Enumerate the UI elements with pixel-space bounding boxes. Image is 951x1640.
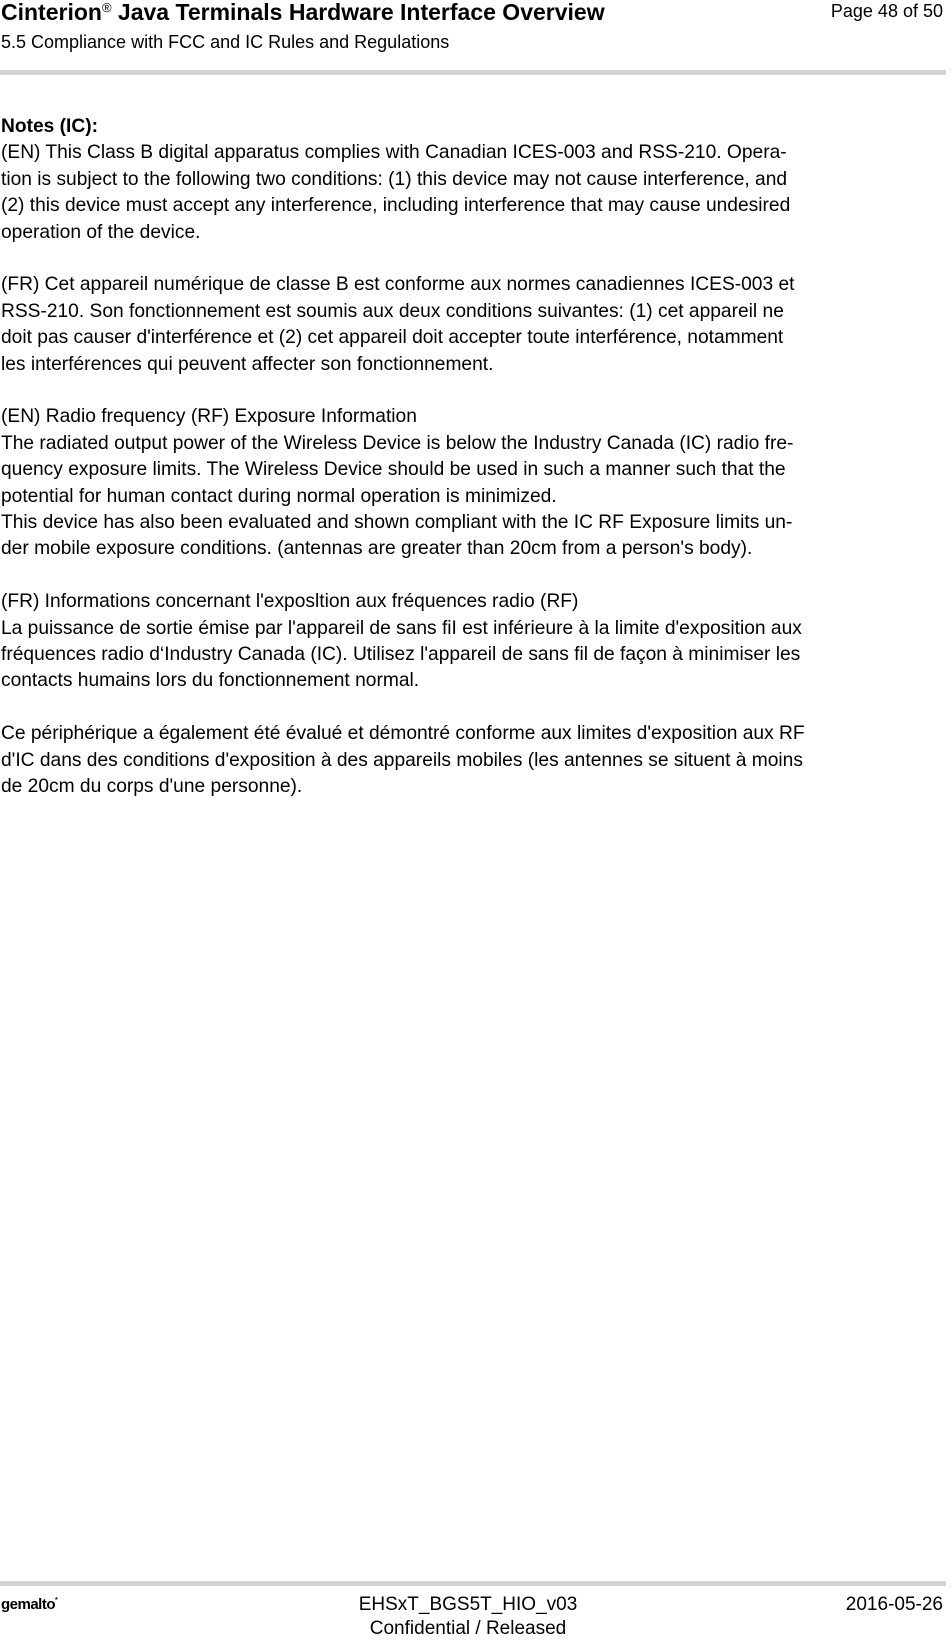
page-number: Page 48 of 50 (830, 1, 943, 21)
text-line: potential for human contact during normal operation is minimized. (1, 485, 557, 507)
english-rf-exposure-paragraph (1, 404, 946, 562)
document-title-brand: Cinterion (1, 0, 102, 25)
registered-mark: ® (101, 0, 112, 15)
section-title: 5.5 Compliance with FCC and IC Rules and Regulations (1, 32, 450, 52)
text-line: The radiated output power of the Wireless Device is below the Industry Canada (IC) radio fre- (1, 432, 794, 454)
text-line: fréquences radio d‘Industry Canada (IC). Utilisez l'appareil de sans fil de façon à minimiser les (1, 644, 801, 666)
notes-heading: Notes (IC): (1, 116, 98, 137)
french-ices-paragraph (1, 272, 946, 378)
text-line: de 20cm du corps d'une personne). (1, 776, 303, 798)
page-content (1, 114, 946, 827)
text-line: (2) this device must accept any interference, including interference that may cause undesired (1, 195, 791, 217)
text-line: quency exposure limits. The Wireless Device should be used in such a manner such that the (1, 459, 786, 481)
text-line: This device has also been evaluated and shown compliant with the IC RF Exposure limits un- (1, 512, 793, 534)
text-line: La puissance de sortie émise par l'appareil de sans fiI est inférieure à la limite d'exposition aux (1, 617, 802, 639)
text-line: les interférences qui peuvent affecter son fonctionnement. (1, 353, 494, 375)
document-date: 2016-05-26 (845, 1594, 943, 1615)
notes-ic-paragraph (1, 114, 946, 246)
footer-divider (0, 1581, 946, 1586)
text-line: (FR) Cet appareil numérique de classe B est conforme aux normes canadiennes ICES-003 et (1, 274, 795, 296)
text-line: der mobile exposure conditions. (antennas are greater than 20cm from a person's body). (1, 538, 753, 560)
text-line: contacts humains lors du fonctionnement normal. (1, 670, 420, 692)
logo-mark: * (55, 1597, 58, 1604)
text-line: RSS-210. Son fonctionnement est soumis aux deux conditions suivantes: (1) cet appareil ne (1, 300, 784, 322)
french-rf-exposure-paragraph (1, 589, 946, 695)
header-divider (0, 70, 946, 75)
text-line: doit pas causer d'interférence et (2) cet appareil doit accepter toute interférence, notamment (1, 327, 784, 349)
text-line: operation of the device. (1, 221, 201, 243)
logo-text: gemalto (1, 1596, 56, 1613)
gemalto-logo (1, 1596, 57, 1614)
text-line: d'IC dans des conditions d'exposition à des appareils mobiles (les antennes se situent à moins (1, 749, 803, 771)
document-id: EHSxT_BGS5T_HIO_v03 (358, 1594, 578, 1615)
french-mobile-exposure-paragraph (1, 721, 946, 800)
text-line: tion is subject to the following two conditions: (1) this device may not cause interference, and (1, 168, 788, 190)
page-header (0, 0, 951, 76)
confidentiality-status: Confidential / Released (369, 1618, 567, 1639)
document-title (1, 0, 605, 25)
text-line: (EN) This Class B digital apparatus complies with Canadian ICES-003 and RSS-210. Opera- (1, 142, 787, 164)
text-line: (EN) Radio frequency (RF) Exposure Information (1, 406, 417, 428)
document-title-rest: Java Terminals Hardware Interface Overview (111, 0, 605, 25)
text-line: (FR) Informations concernant l'exposltion aux fréquences radio (RF) (1, 591, 579, 613)
text-line: Ce périphérique a également été évalué et démontré conforme aux limites d'exposition aux RF (1, 723, 805, 745)
